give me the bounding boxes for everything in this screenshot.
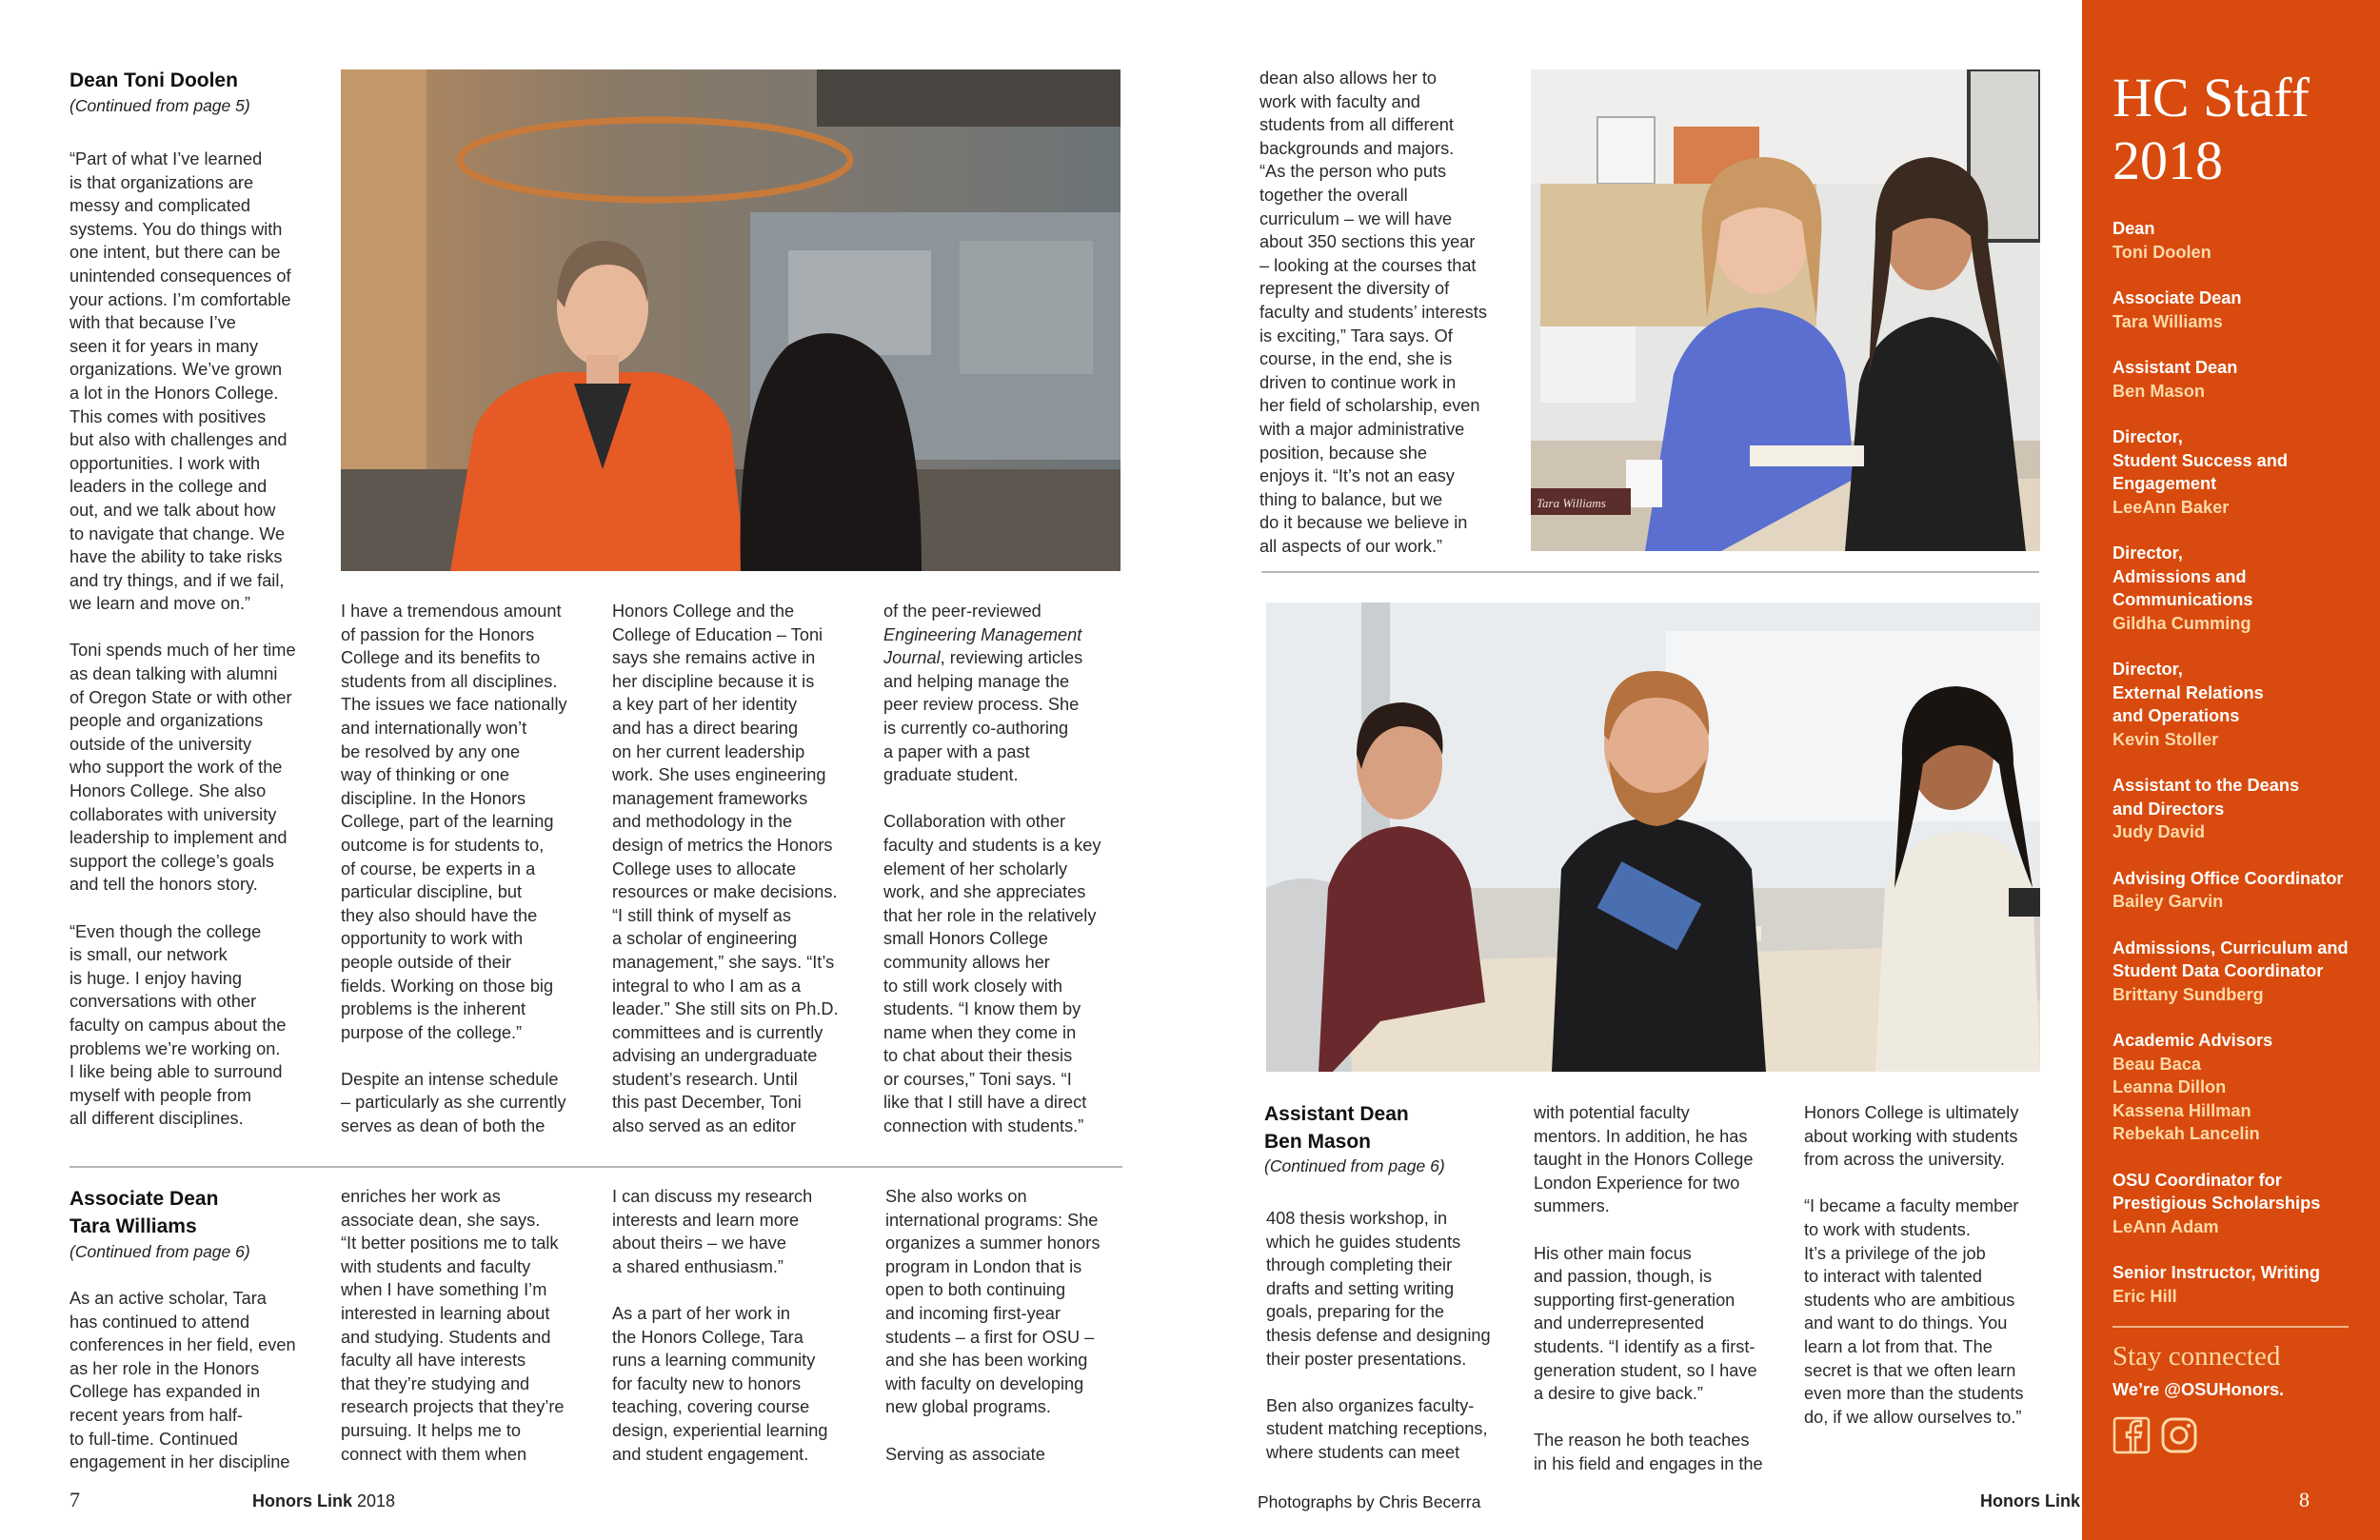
sidebar-divider bbox=[2112, 1326, 2349, 1328]
page-number-right: 8 bbox=[2299, 1488, 2310, 1511]
staff-role: Director, Student Success and Engagement bbox=[2112, 427, 2288, 493]
staff-name: Brittany Sundberg bbox=[2112, 984, 2264, 1004]
paragraph: “Even though the college is small, our network is huge. I enjoy having conversations with other faculty on campus about the problems we’re working on. I like being able to surround myself with people from all different disciplines. bbox=[69, 921, 287, 1129]
paragraph: As a part of her work in the Honors College, Tara runs a learning community for faculty new to honors teaching, covering course design, experiential learning and student engagement. bbox=[612, 1303, 828, 1464]
staff-entry bbox=[2112, 542, 2370, 635]
paragraph bbox=[883, 600, 1140, 787]
toni-continued-note: (Continued from page 5) bbox=[69, 96, 250, 115]
paragraph: She also works on international programs: She organizes a summer honors program in London that is open to both continuing and incoming first-year students – a first for OSU – and she has been working with faculty on developing new global programs. bbox=[885, 1187, 1101, 1417]
staff-name: Gildha Cumming bbox=[2112, 613, 2251, 633]
instagram-icon[interactable] bbox=[2160, 1416, 2198, 1454]
staff-role: Senior Instructor, Writing bbox=[2112, 1263, 2320, 1282]
staff-entry bbox=[2112, 425, 2370, 519]
publication-year: 2018 bbox=[352, 1491, 396, 1510]
paragraph: Serving as associate bbox=[885, 1444, 1045, 1464]
paragraph: His other main focus and passion, though, is supporting first-generation and underrepresented students. “I identify as a first- generation student, so I have a desire to give back.” bbox=[1534, 1243, 1757, 1404]
publication-name: Honors Link bbox=[1980, 1491, 2081, 1510]
staff-entry bbox=[2112, 217, 2370, 264]
footer-left bbox=[252, 1490, 395, 1512]
paragraph: “Part of what I’ve learned is that organizations are messy and complicated systems. You do things with one intent, but there can be unintended consequences of your actions. I’m comfortable with that because I’ve seen it for years in many organizations. We’ve grown a lot in the Honors College. This comes with positives but also with challenges and opportunities. I work with leaders in the college and out, and we talk about how to navigate that change. We have the ability to take risks and try things, and if we fail, we learn and move on.” bbox=[69, 149, 291, 614]
staff-entry bbox=[2112, 356, 2370, 403]
tara-continued-column bbox=[1259, 67, 1526, 558]
paragraph: with potential faculty mentors. In addition, he has taught in the Honors College London Experience for two summers. bbox=[1534, 1103, 1754, 1216]
paragraph: As an active scholar, Tara has continued to attend conferences in her field, even as her role in the Honors College has expanded in recent years from half- to full-time. Continued engagement in her discipline bbox=[69, 1289, 296, 1472]
col4-lead: of the peer-reviewed bbox=[883, 602, 1041, 621]
paragraph: I have a tremendous amount of passion for the Honors College and its benefits to students from all disciplines. The issues we face nationally and internationally won’t be resolved by any one way of thinking or one discipline. In the Honors College, part of the learning outcome is for students to, of course, be experts in a particular discipline, but they also should have the opportunity to work with people outside of their fields. Working on those big problems is the inherent purpose of the college.” bbox=[341, 602, 567, 1042]
staff-entry bbox=[2112, 867, 2370, 914]
staff-list bbox=[2112, 217, 2370, 1331]
tara-column-3 bbox=[612, 1185, 869, 1466]
tara-heading: Associate Dean Tara Williams bbox=[69, 1188, 219, 1237]
tara-continued-note: (Continued from page 6) bbox=[69, 1242, 250, 1261]
staff-entry bbox=[2112, 937, 2370, 1007]
toni-heading: Dean Toni Doolen bbox=[69, 69, 238, 91]
section-divider bbox=[69, 1166, 1122, 1168]
paragraph: The reason he both teaches in his field and engages in the bbox=[1534, 1431, 1763, 1473]
staff-role: Associate Dean bbox=[2112, 288, 2242, 307]
staff-name: Toni Doolen bbox=[2112, 242, 2211, 262]
staff-entry bbox=[2112, 1169, 2370, 1239]
staff-sidebar bbox=[2082, 0, 2380, 1540]
staff-entry bbox=[2112, 286, 2370, 333]
staff-entry bbox=[2112, 774, 2370, 844]
tara-column-2 bbox=[341, 1185, 598, 1466]
paragraph: I can discuss my research interests and learn more about theirs – we have a shared enthusiasm.” bbox=[612, 1187, 813, 1276]
staff-role: Academic Advisors bbox=[2112, 1031, 2273, 1050]
staff-name: Kevin Stoller bbox=[2112, 729, 2219, 749]
ben-column-2 bbox=[1534, 1101, 1800, 1476]
staff-name: Eric Hill bbox=[2112, 1286, 2177, 1306]
section-divider bbox=[1261, 571, 2039, 573]
paragraph: Honors College and the College of Education – Toni says she remains active in her discipline because it is a key part of her identity and has a direct bearing on her current leadership work. She uses engineering management frameworks and methodology in the design of metrics the Honors College uses to allocate resources or make decisions. “I still think of myself as a scholar of engineering management,” she says. “It’s integral to who I am as a leader.” She still sits on Ph.D. committees and is currently advising an undergraduate student’s research. Until this past December, Toni also served as an editor bbox=[612, 602, 839, 1136]
toni-column-4 bbox=[883, 600, 1140, 1138]
paragraph: 408 thesis workshop, in which he guides students through completing their drafts and setting writing goals, preparing for the thesis defense and designing their poster presentations. bbox=[1266, 1209, 1491, 1369]
stay-connected-heading: Stay connected bbox=[2112, 1341, 2281, 1372]
paragraph: Collaboration with other faculty and students is a key element of her scholarly work, and she appreciates that her role in the relatively small Honors College community allows her to still work closely with students. “I know them by name when they come in to chat about their thesis or courses,” Toni says. “I like that I still have a direct connection with students.” bbox=[883, 812, 1101, 1136]
toni-column-1 bbox=[69, 148, 327, 1131]
toni-doolen-photo bbox=[341, 69, 1121, 571]
paragraph: Honors College is ultimately about working with students from across the university. bbox=[1804, 1103, 2019, 1170]
ben-column-1 bbox=[1266, 1207, 1523, 1465]
sidebar-title: HC Staff 2018 bbox=[2112, 67, 2310, 191]
paragraph: “I became a faculty member to work with students. It’s a privilege of the job to interact with talented students who are ambitious and want to do things. You learn a lot from that. The secret is that we often learn even more than the students do, if we allow ourselves to.” bbox=[1804, 1196, 2024, 1427]
staff-name: Bailey Garvin bbox=[2112, 892, 2224, 911]
photo-credit: Photographs by Chris Becerra bbox=[1258, 1492, 1481, 1511]
toni-column-2 bbox=[341, 600, 598, 1138]
paragraph: enriches her work as associate dean, she says. “It better positions me to talk with students and faculty when I have something I’m interested in learning about and studying. Students and faculty all have interests that they’re studying and research projects that they’re pursuing. It helps me to connect with them when bbox=[341, 1187, 565, 1464]
staff-entry bbox=[2112, 1261, 2370, 1308]
staff-role: Assistant Dean bbox=[2112, 358, 2238, 377]
staff-name: LeeAnn Baker bbox=[2112, 497, 2230, 517]
ben-heading: Assistant Dean Ben Mason bbox=[1264, 1103, 1409, 1153]
staff-role: Director, External Relations and Operations bbox=[2112, 660, 2264, 725]
journal-title: Engineering Management Journal bbox=[883, 624, 1082, 668]
staff-role: Advising Office Coordinator bbox=[2112, 868, 2344, 888]
tara-williams-photo bbox=[1531, 69, 2040, 551]
paragraph: Despite an intense schedule – particularly as she currently serves as dean of both the bbox=[341, 1069, 566, 1136]
staff-entry bbox=[2112, 658, 2370, 751]
nameplate-text: Tara Williams bbox=[1537, 496, 1606, 510]
staff-role: Assistant to the Deans and Directors bbox=[2112, 776, 2300, 819]
staff-entry bbox=[2112, 1029, 2370, 1146]
facebook-icon[interactable] bbox=[2112, 1416, 2151, 1454]
staff-name: LeAnn Adam bbox=[2112, 1216, 2219, 1236]
toni-column-3 bbox=[612, 600, 869, 1138]
ben-column-3 bbox=[1804, 1101, 2075, 1429]
staff-name: Judy David bbox=[2112, 822, 2206, 841]
staff-name: Ben Mason bbox=[2112, 381, 2206, 401]
col4-rest: , reviewing articles and helping manage the peer review process. She is currently co-authoring a paper with a past graduate student. bbox=[883, 648, 1083, 785]
page-number-left: 7 bbox=[69, 1488, 80, 1511]
social-handle: We’re @OSUHonors. bbox=[2112, 1380, 2285, 1399]
paragraph: dean also allows her to work with faculty and students from all different backgrounds and majors. “As the person who puts together the overall curriculum – we will have about 350 sections this year – looking at the courses that represent the diversity of faculty and students’ interests is exciting,” Tara says. Of course, in the end, she is driven to continue work in her field of scholarship, even with a major administrative position, because she enjoys it. “It’s not an easy thing to balance, but we do it because we believe in all aspects of our work.” bbox=[1259, 69, 1487, 556]
publication-name: Honors Link bbox=[252, 1491, 353, 1510]
tara-column-1 bbox=[69, 1287, 327, 1474]
ben-continued-note: (Continued from page 6) bbox=[1264, 1156, 1445, 1175]
ben-mason-photo bbox=[1266, 602, 2040, 1072]
staff-name: Beau Baca Leanna Dillon Kassena Hillman Rebekah Lancelin bbox=[2112, 1054, 2260, 1143]
paragraph: Ben also organizes faculty- student matching receptions, where students can meet bbox=[1266, 1395, 1488, 1462]
staff-name: Tara Williams bbox=[2112, 311, 2223, 331]
paragraph: Toni spends much of her time as dean talking with alumni of Oregon State or with other people and organizations outside of the university who support the work of the Honors College. She also collaborates with university leadership to implement and support the college’s goals and tell the honors story. bbox=[69, 641, 296, 895]
staff-role: Admissions, Curriculum and Student Data Coordinator bbox=[2112, 938, 2349, 980]
staff-role: Dean bbox=[2112, 219, 2155, 238]
staff-role: Director, Admissions and Communications bbox=[2112, 543, 2253, 609]
tara-column-4 bbox=[885, 1185, 1142, 1466]
staff-role: OSU Coordinator for Prestigious Scholarships bbox=[2112, 1170, 2321, 1213]
